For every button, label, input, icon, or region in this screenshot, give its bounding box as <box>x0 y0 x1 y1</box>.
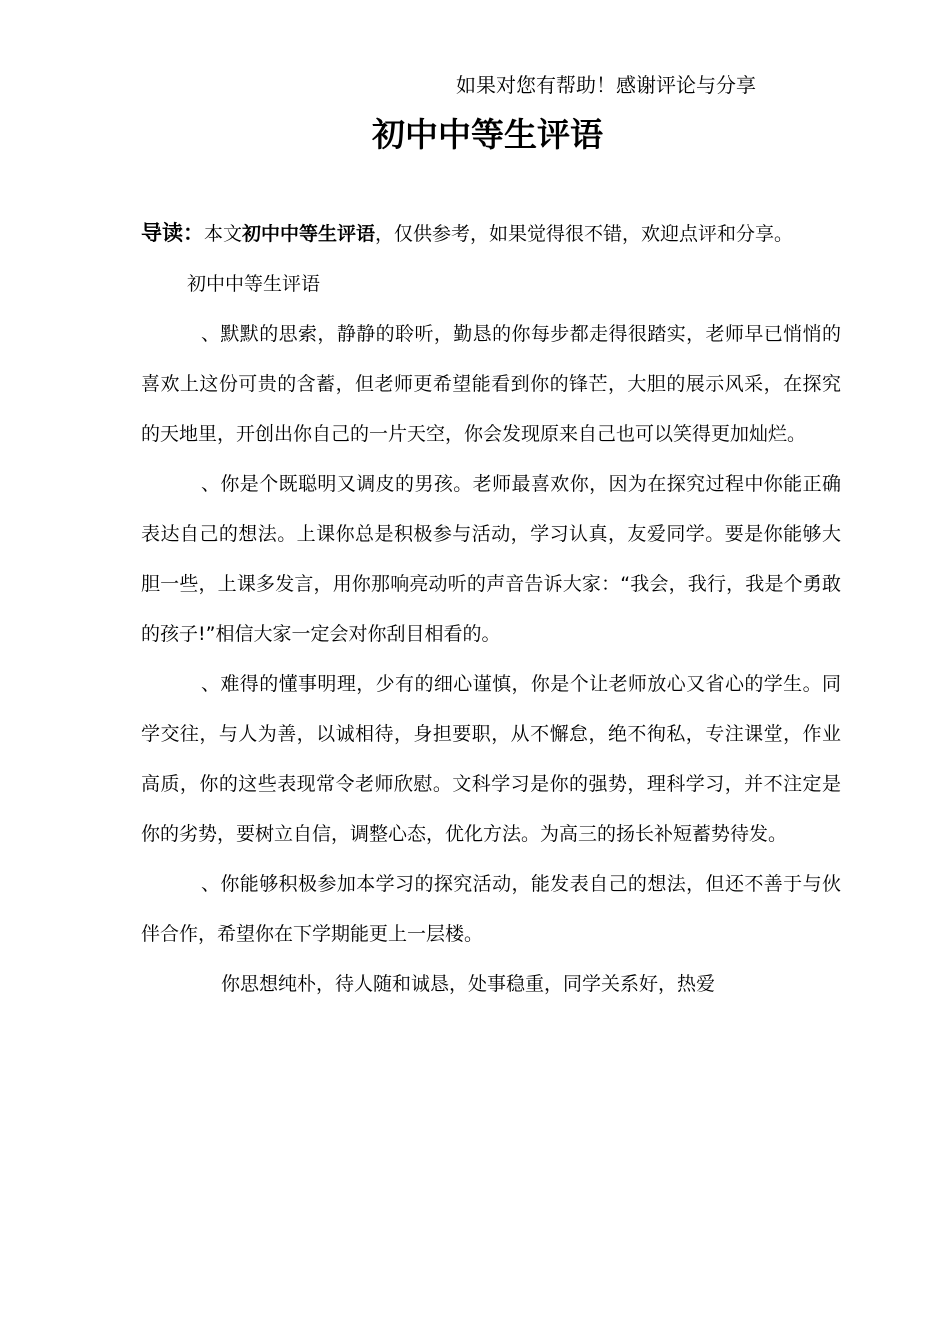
intro-bold-title: 初中中等生评语 <box>242 223 376 245</box>
comment-paragraph-2: 、你是个既聪明又调皮的男孩。老师最喜欢你，因为在探究过程中你能正确表达自己的想法。上课你总是积极参与活动，学习认真，友爱同学。要是你能够大胆一些，上课多发言，用你那响亮动听的声音告诉大家：“我会，我行，我是个勇敢的孩子!”相信大家一定会对你刮目相看的。 <box>141 473 841 645</box>
page-title: 初中中等生评语 <box>372 115 603 154</box>
comment-paragraph-3: 、难得的懂事明理，少有的细心谨慎，你是个让老师放心又省心的学生。同学交往，与人为善，以诚相待，身担要职，从不懈怠，绝不徇私，专注课堂，作业高质，你的这些表现常令老师欣慰。文科学习是你的强势，理科学习，并不注定是你的劣势，要树立自信，调整心态，优化方法。为高三的扬长补短蓄势待发。 <box>141 673 841 845</box>
intro-colon: ： <box>183 221 204 245</box>
comment-paragraph-4: 、你能够积极参加本学习的探究活动，能发表自己的想法，但还不善于与伙伴合作，希望你在下学期能更上一层楼。 <box>141 873 841 945</box>
comment-paragraph-5: 你思想纯朴，待人随和诚恳，处事稳重，同学关系好，热爱 <box>221 973 716 995</box>
intro-suffix: ，仅供参考，如果觉得很不错，欢迎点评和分享。 <box>375 223 794 245</box>
intro-prefix: 本文 <box>204 223 243 245</box>
intro-line <box>141 208 841 259</box>
document-body <box>141 208 841 1009</box>
intro-label: 导读 <box>141 221 183 245</box>
header-note: 如果对您有帮助！感谢评论与分享 <box>456 73 756 97</box>
comment-paragraph-1: 、默默的思索，静静的聆听，勤恳的你每步都走得很踏实，老师早已悄悄的喜欢上这份可贵的含蓄，但老师更希望能看到你的锋芒，大胆的展示风采，在探究的天地里，开创出你自己的一片天空，你会发现原来自己也可以笑得更加灿烂。 <box>141 323 841 445</box>
section-subtitle: 初中中等生评语 <box>187 273 321 295</box>
